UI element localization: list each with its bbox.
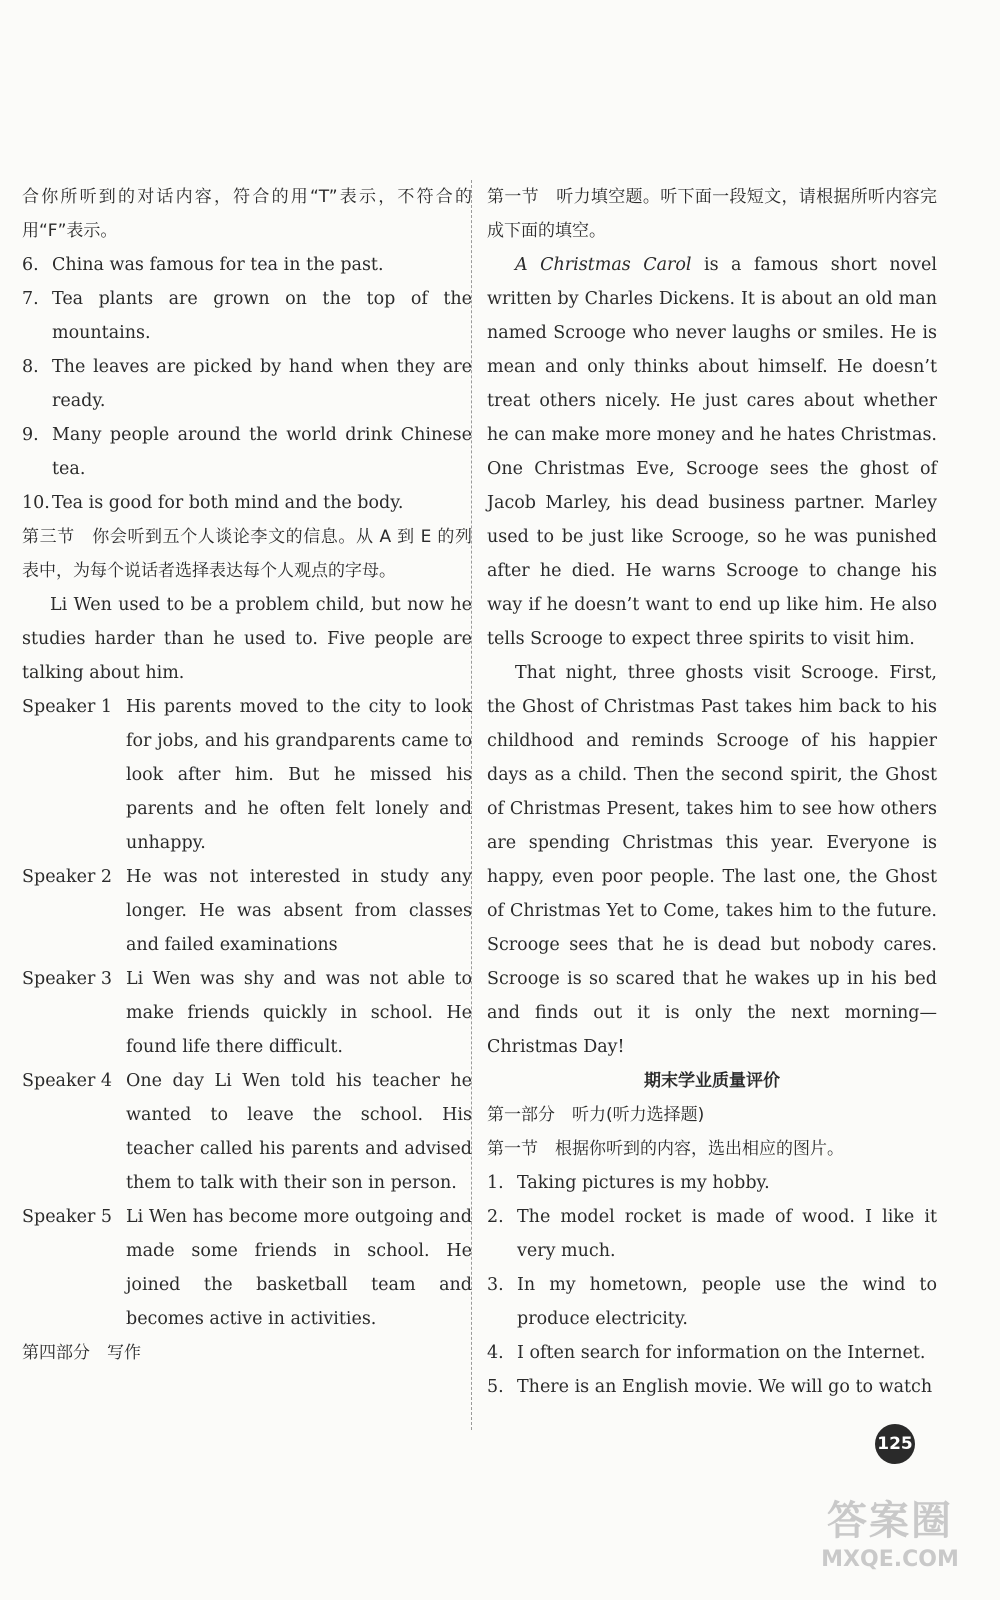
speaker-entry: [22, 1064, 472, 1200]
speaker-label: Speaker 4: [22, 1071, 113, 1091]
item-text: Tea is good for both mind and the body.: [52, 493, 404, 513]
list-item: [22, 282, 472, 350]
watermark-url: MXQE.COM: [821, 1547, 959, 1572]
item-text: Many people around the world drink Chinese tea.: [52, 425, 472, 479]
final-exam-title: 期末学业质量评价: [644, 1071, 780, 1091]
item-number: 9.: [22, 425, 39, 445]
section1b-heading: 第一节 根据你听到的内容，选出相应的图片。: [487, 1139, 844, 1159]
speaker-label: Speaker 3: [22, 969, 113, 989]
speaker-label: Speaker 2: [22, 867, 113, 887]
speaker-entry: [22, 690, 472, 860]
speaker-text: His parents moved to the city to look for jobs, and his grandparents came to look after him. But he missed his parents and he often felt lonely and unhappy.: [126, 697, 472, 853]
item-text: In my hometown, people use the wind to produce electricity.: [517, 1275, 937, 1329]
item-text: China was famous for tea in the past.: [52, 255, 384, 275]
speaker-entry: [22, 1200, 472, 1336]
item-number: 3.: [487, 1275, 504, 1295]
tf-instructions: 合你所听到的对话内容，符合的用“T”表示，不符合的用“F”表示。: [22, 187, 472, 241]
item-text: I often search for information on the Internet.: [517, 1343, 926, 1363]
list-item: [22, 418, 472, 486]
item-number: 10.: [22, 493, 50, 513]
item-number: 5.: [487, 1377, 504, 1397]
item-text: Taking pictures is my hobby.: [517, 1173, 770, 1193]
list-item: [487, 1268, 937, 1336]
speaker-text: He was not interested in study any longer. He was absent from classes and failed examinations: [126, 867, 472, 955]
item-text: The leaves are picked by hand when they are ready.: [52, 357, 472, 411]
section3-intro: Li Wen used to be a problem child, but now he studies harder than he used to. Five people are talking about him.: [22, 595, 472, 683]
speaker-label: Speaker 5: [22, 1207, 113, 1227]
item-number: 6.: [22, 255, 39, 275]
item-number: 2.: [487, 1207, 504, 1227]
item-number: 8.: [22, 357, 39, 377]
story-paragraph-1: [487, 248, 937, 656]
watermark-logo: [800, 1496, 980, 1596]
item-number: 1.: [487, 1173, 504, 1193]
speaker-label: Speaker 1: [22, 697, 113, 717]
item-text: There is an English movie. We will go to watch: [517, 1377, 933, 1397]
right-column: [487, 180, 937, 1404]
item-text: The model rocket is made of wood. I like it very much.: [517, 1207, 937, 1261]
story-title: A Christmas Carol: [515, 255, 692, 275]
speaker-text: Li Wen has become more outgoing and made some friends in school. He joined the basketball team and becomes active in activities.: [126, 1207, 472, 1329]
watermark-text: 答案圈: [827, 1498, 953, 1544]
story-paragraph-2: That night, three ghosts visit Scrooge. First, the Ghost of Christmas Past takes him back to his childhood and reminds Scrooge of his happier days as a child. Then the second spirit, the Ghost of Christmas Present, takes him to see how others are spending Christmas this year. Everyone is happy, even poor people. The last one, the Ghost of Christmas Yet to Come, takes him to the future. Scrooge sees that he is dead but nobody cares. Scrooge is so scared that he wakes up in his bed and finds out it is only the next morning—Christmas Day!: [487, 663, 937, 1057]
item-text: Tea plants are grown on the top of the mountains.: [52, 289, 472, 343]
list-item: [22, 486, 472, 520]
speaker-text: Li Wen was shy and was not able to make friends quickly in school. He found life there difficult.: [126, 969, 472, 1057]
section1-heading: 第一节 听力填空题。听下面一段短文，请根据所听内容完成下面的填空。: [487, 187, 937, 241]
section3-heading: 第三节 你会听到五个人谈论李文的信息。从 A 到 E 的列表中，为每个说话者选择表达每个人观点的字母。: [22, 527, 472, 581]
story-paragraph-1-text: is a famous short novel written by Charles Dickens. It is about an old man named Scrooge who never laughs or smiles. He is mean and only thinks about himself. He doesn’t treat others nicely. He just cares about whether he can make more money and he hates Christmas. One Christmas Eve, Scrooge sees the ghost of Jacob Marley, his dead business partner. Marley used to be just like Scrooge, so he was punished after he died. He warns Scrooge to change his way if he doesn’t want to end up like him. He also tells Scrooge to expect three spirits to visit him.: [487, 255, 938, 649]
left-column: [22, 180, 472, 1370]
speaker-entry: [22, 962, 472, 1064]
part1-heading: 第一部分 听力(听力选择题): [487, 1105, 705, 1125]
list-item: [22, 248, 472, 282]
speaker-entry: [22, 860, 472, 962]
list-item: [487, 1370, 937, 1404]
list-item: [487, 1200, 937, 1268]
list-item: [22, 350, 472, 418]
list-item: [487, 1166, 937, 1200]
item-number: 4.: [487, 1343, 504, 1363]
page-number: 125: [875, 1424, 915, 1464]
part4-heading: 第四部分 写作: [22, 1343, 141, 1363]
list-item: [487, 1336, 937, 1370]
item-number: 7.: [22, 289, 39, 309]
speaker-text: One day Li Wen told his teacher he wanted to leave the school. His teacher called his parents and advised them to talk with their son in person.: [126, 1071, 472, 1193]
